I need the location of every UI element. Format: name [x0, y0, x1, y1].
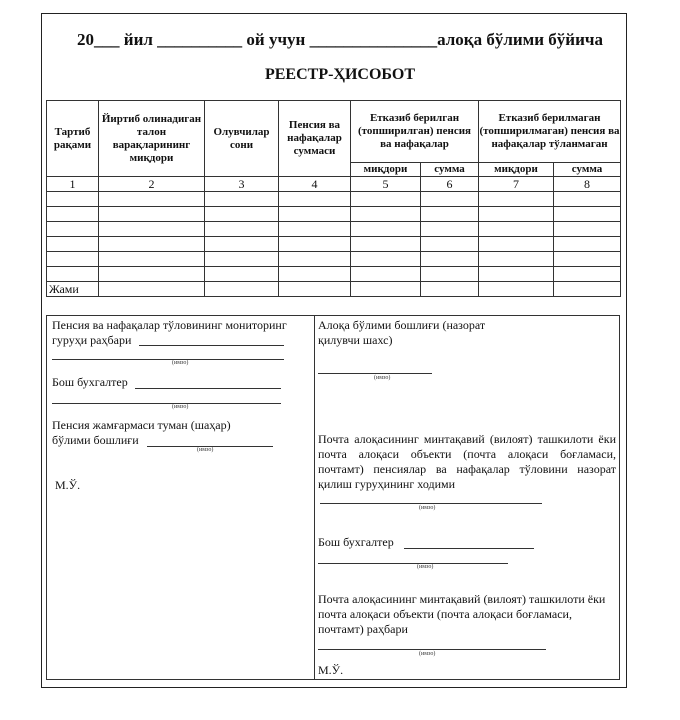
imzo-caption: (имзо) — [197, 447, 214, 453]
imzo-caption: (имзо) — [417, 564, 434, 570]
col-number: 3 — [205, 177, 279, 192]
col-number: 1 — [47, 177, 99, 192]
stamp-label: М.Ў. — [55, 478, 81, 492]
chief-accountant-label: Бош бухгалтер — [52, 375, 128, 389]
right-chief-accountant-label: Бош бухгалтер — [318, 535, 394, 549]
group-header-delivered: Етказиб берилган (топширилган) пенсия ва нафақалар — [351, 101, 479, 163]
control-group-employee-sign-line[interactable] — [320, 503, 542, 504]
col-number: 2 — [99, 177, 205, 192]
fund-head-label: Пенсия жамғармаси туман (шаҳар) бўлими бошлиғи — [52, 418, 231, 447]
col-header-recipients: Олувчилар сони — [205, 101, 279, 177]
monitoring-head-line[interactable] — [139, 345, 284, 346]
right-chief-accountant-line[interactable] — [404, 548, 534, 549]
panel-divider — [314, 316, 315, 679]
imzo-caption: (имзо) — [419, 505, 436, 511]
chief-accountant-line[interactable] — [135, 388, 281, 389]
sub-header-sum: сумма — [554, 163, 621, 177]
period-line: 20___ йил __________ ой учун _______________алоқа бўлими бўйича — [77, 30, 603, 49]
col-number: 8 — [554, 177, 621, 192]
chief-accountant-sign-line[interactable] — [52, 403, 281, 404]
document-title: РЕЕСТР-ҲИСОБОТ — [264, 66, 416, 83]
right-chief-accountant-sign-line[interactable] — [318, 563, 508, 564]
column-number-row — [47, 177, 621, 192]
sub-header-qty: миқдори — [479, 163, 554, 177]
register-table — [46, 100, 621, 297]
sub-header-qty: миқдори — [351, 163, 421, 177]
group-header-undelivered: Етказиб берилмаган (топширилмаган) пенсия ва нафақалар тўланмаган — [479, 101, 621, 163]
col-header-amount: Пенсия ва нафақалар суммаси — [279, 101, 351, 177]
right-stamp-label: М.Ў. — [318, 663, 344, 677]
total-row — [47, 282, 621, 297]
monitoring-head-label: Пенсия ва нафақалар тўловининг мониторинг гуруҳи раҳбари — [52, 318, 287, 347]
monitoring-head-sign-line[interactable] — [52, 359, 284, 360]
table-row — [47, 252, 621, 267]
imzo-caption: (имзо) — [172, 360, 189, 366]
col-number: 5 — [351, 177, 421, 192]
director-label: Почта алоқасининг минтақавий (вилоят) ташкилоти ёки почта алоқаси объекти (почта алоқаси боғламаси, почтамт) раҳбари — [318, 592, 606, 636]
sub-header-sum: сумма — [421, 163, 479, 177]
branch-head-label: Алоқа бўлими бошлиғи (назорат қилувчи шахс) — [318, 318, 486, 347]
table-row — [47, 192, 621, 207]
col-header-coupons: Йиртиб олинадиган талон варақларининг миқдори — [99, 101, 205, 177]
imzo-caption: (имзо) — [172, 404, 189, 410]
col-number: 7 — [479, 177, 554, 192]
director-sign-line[interactable] — [318, 649, 546, 650]
table-row — [47, 207, 621, 222]
col-header-number: Тартиб рақами — [47, 101, 99, 177]
col-number: 6 — [421, 177, 479, 192]
branch-head-sign-line[interactable] — [318, 373, 432, 374]
total-label: Жами — [47, 282, 99, 297]
imzo-caption: (имзо) — [419, 651, 436, 657]
col-number: 4 — [279, 177, 351, 192]
imzo-caption: (имзо) — [374, 375, 391, 381]
signature-block — [46, 315, 620, 680]
table-row — [47, 222, 621, 237]
table-row — [47, 237, 621, 252]
table-row — [47, 267, 621, 282]
control-group-employee-label: Почта алоқасининг минтақавий (вилоят) ташкилоти ёки почта алоқаси объекти (почта алоқаси боғламаси, почтамт) пенсиялар ва нафақалар тўловини назорат қилиш гуруҳининг ходими — [318, 432, 616, 491]
